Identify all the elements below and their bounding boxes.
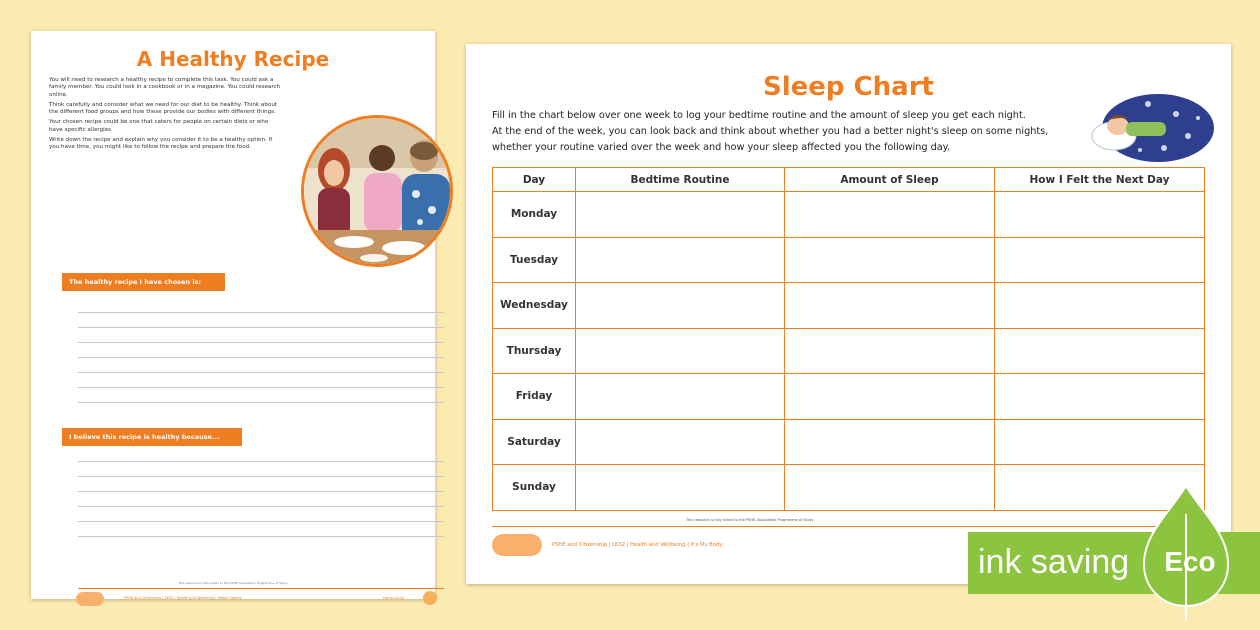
- sleeping-person-illustration: [1088, 84, 1214, 170]
- bedtime-routine-cell[interactable]: [576, 374, 785, 420]
- table-row: [493, 237, 1205, 283]
- amount-of-sleep-cell[interactable]: [785, 328, 995, 374]
- recipe-instruction-4: Write down the recipe and explain why you consider it to be a healthy option. If you have time, you might like to follow the recipe and prepare the food.: [49, 137, 273, 151]
- right-page-footnote: This resource is fully linked to the PSHE Association Programme of Study: [686, 518, 814, 522]
- sleep-instruction-2: At the end of the week, you can look back and think about whether you had a better night's sleep on some nights, whether your routine varied over the week and how your sleep affected you the following day.: [492, 126, 1049, 153]
- chosen-recipe-prompt: The healthy recipe I have chosen is:: [62, 273, 225, 291]
- bedtime-routine-cell[interactable]: [576, 465, 785, 511]
- bedtime-routine-cell[interactable]: [576, 328, 785, 374]
- healthy-recipe-page: [31, 31, 435, 599]
- table-row: [493, 192, 1205, 238]
- twinkl-logo: [492, 534, 542, 556]
- day-label-tuesday: Tuesday: [493, 237, 576, 283]
- recipe-instruction-3: Your chosen recipe could be one that caters for people on certain diets or who have specific allergies.: [49, 119, 269, 133]
- table-header-row: [493, 168, 1205, 192]
- bedtime-routine-cell[interactable]: [576, 283, 785, 329]
- amount-of-sleep-cell[interactable]: [785, 192, 995, 238]
- day-label-wednesday: Wednesday: [493, 283, 576, 329]
- table-row: [493, 283, 1205, 329]
- day-label-friday: Friday: [493, 374, 576, 420]
- bedtime-routine-cell[interactable]: [576, 192, 785, 238]
- day-label-saturday: Saturday: [493, 419, 576, 465]
- healthy-reason-prompt: I believe this recipe is healthy because...: [62, 428, 242, 446]
- header-day: Day: [493, 168, 576, 192]
- how-i-felt-cell[interactable]: [995, 374, 1205, 420]
- header-amount-of-sleep: Amount of Sleep: [785, 168, 995, 192]
- amount-of-sleep-cell[interactable]: [785, 283, 995, 329]
- sleep-instruction-1: Fill in the chart below over one week to log your bedtime routine and the amount of sleep you get each night.: [492, 110, 1026, 121]
- chosen-recipe-writing-lines[interactable]: [78, 312, 444, 417]
- left-footer-text: PSHE and Citizenship | LKS2 | Health and Wellbeing | Ready Steady: [124, 596, 242, 600]
- people-eating-illustration: [301, 115, 453, 267]
- table-row: [493, 419, 1205, 465]
- sleep-chart-instructions: [492, 108, 1068, 156]
- how-i-felt-cell[interactable]: [995, 192, 1205, 238]
- bedtime-routine-cell[interactable]: [576, 237, 785, 283]
- table-row: [493, 374, 1205, 420]
- pshe-badge-icon: [423, 591, 437, 605]
- how-i-felt-cell[interactable]: [995, 328, 1205, 374]
- bedtime-routine-cell[interactable]: [576, 419, 785, 465]
- left-footer-divider: [78, 588, 444, 589]
- right-footer-divider: [492, 526, 1204, 527]
- left-footer-url: twinkl.co.uk: [383, 596, 404, 600]
- amount-of-sleep-cell[interactable]: [785, 237, 995, 283]
- table-row: [493, 465, 1205, 511]
- ink-saving-text: ink saving: [978, 543, 1130, 581]
- healthy-reason-writing-lines[interactable]: [78, 461, 444, 551]
- eco-label: Eco: [1164, 546, 1216, 577]
- amount-of-sleep-cell[interactable]: [785, 374, 995, 420]
- sleep-chart-page: [466, 44, 1231, 584]
- table-row: [493, 328, 1205, 374]
- amount-of-sleep-cell[interactable]: [785, 465, 995, 511]
- amount-of-sleep-cell[interactable]: [785, 419, 995, 465]
- right-footer-text: PSHE and Citizenship | LKS2 | Health and Wellbeing | It's My Body: [552, 542, 723, 548]
- header-bedtime-routine: Bedtime Routine: [576, 168, 785, 192]
- header-how-i-felt: How I Felt the Next Day: [995, 168, 1205, 192]
- healthy-recipe-title: A Healthy Recipe: [136, 47, 330, 71]
- recipe-instructions: [49, 77, 281, 155]
- day-label-sunday: Sunday: [493, 465, 576, 511]
- twinkl-logo: [76, 592, 104, 606]
- sleep-chart-title: Sleep Chart: [763, 72, 934, 102]
- sleep-chart-table: [492, 167, 1205, 511]
- recipe-instruction-1: You will need to research a healthy recipe to complete this task. You could ask a family member. You could look in a cookbook or in a magazine. You could research online.: [49, 77, 281, 98]
- left-page-footnote: This resource is fully linked to the PSHE Association Programme of Study: [178, 581, 288, 585]
- recipe-instruction-2: Think carefully and consider what we need for our diet to be healthy. Think about the different food groups and how these provide our bodies with different things.: [49, 101, 278, 116]
- how-i-felt-cell[interactable]: [995, 283, 1205, 329]
- day-label-thursday: Thursday: [493, 328, 576, 374]
- how-i-felt-cell[interactable]: [995, 419, 1205, 465]
- day-label-monday: Monday: [493, 192, 576, 238]
- how-i-felt-cell[interactable]: [995, 237, 1205, 283]
